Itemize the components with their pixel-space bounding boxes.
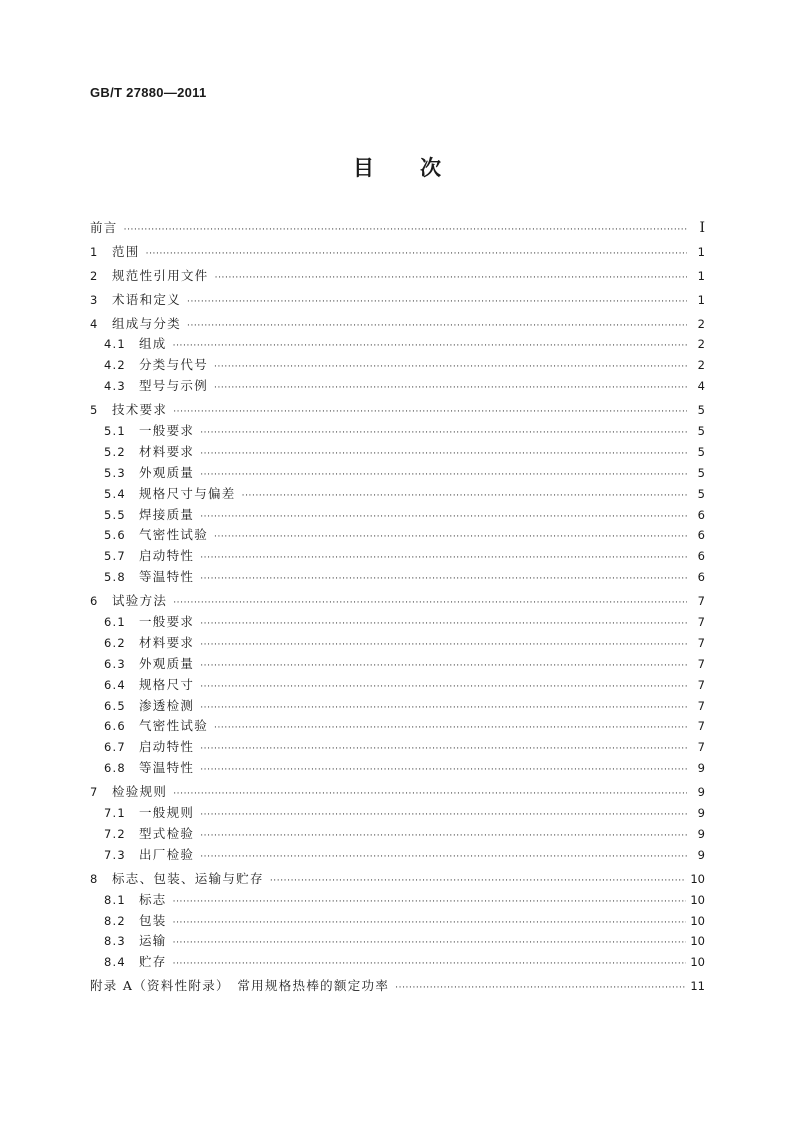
toc-entry-number: 5.3 (104, 465, 126, 480)
standard-code: GB/T 27880—2011 (90, 85, 207, 100)
toc-entry-title: 一般要求 (139, 614, 195, 630)
toc-entry-number: 8.4 (104, 955, 126, 970)
toc-entry-title: 技术要求 (112, 402, 168, 418)
toc-leader-dots (200, 512, 687, 522)
toc-leader-dots (173, 341, 687, 351)
toc-entry[interactable] (90, 696, 705, 717)
toc-entry-page: 10 (690, 892, 705, 907)
toc-leader-dots (173, 789, 687, 799)
toc-entry-number: 7.2 (104, 826, 126, 841)
toc-entry-number: 6.7 (104, 740, 126, 755)
toc-entry-number: 5.4 (104, 486, 126, 501)
toc-entry-title: 材料要求 (139, 443, 195, 459)
toc-leader-dots (200, 619, 687, 629)
toc-entry-number: 7.1 (104, 806, 126, 821)
title-char-2: 次 (420, 156, 441, 180)
toc-entry-title: 等温特性 (139, 569, 195, 585)
toc-entry-page: 1 (697, 268, 705, 283)
toc-leader-dots (173, 918, 687, 928)
toc-entry[interactable] (90, 334, 705, 355)
toc-entry-page: 7 (697, 719, 705, 734)
toc-leader-dots (200, 703, 687, 713)
toc-entry-number: 6.2 (104, 635, 126, 650)
toc-leader-dots (200, 661, 687, 671)
toc-entry-number: 5.1 (104, 424, 126, 439)
toc-entry[interactable] (90, 463, 705, 484)
toc-entry-page: 5 (697, 403, 705, 418)
toc-entry-number: 8.3 (104, 934, 126, 949)
toc-entry-page: 7 (697, 635, 705, 650)
toc-entry-title: 试验方法 (112, 593, 168, 609)
toc-entry-page: 5 (697, 444, 705, 459)
toc-entry[interactable] (90, 675, 705, 696)
toc-entry[interactable] (90, 931, 705, 952)
toc-entry-page: 7 (697, 740, 705, 755)
toc-entry-number: 4.1 (104, 337, 126, 352)
toc-entry-title: 标志、包装、运输与贮存 (112, 870, 264, 886)
toc-leader-dots (124, 225, 687, 235)
toc-entry-number: 7 (90, 785, 98, 800)
toc-entry[interactable] (90, 782, 705, 803)
toc-entry-title: 一般规则 (139, 805, 195, 821)
toc-entry-number: 5.5 (104, 507, 126, 522)
toc-entry-title: 启动特性 (139, 739, 195, 755)
toc-entry[interactable] (90, 546, 705, 567)
toc-leader-dots (200, 553, 687, 563)
toc-entry-number: 1 (90, 244, 98, 259)
toc-entry-page: 9 (697, 785, 705, 800)
page-title (0, 152, 794, 182)
toc-entry-title: 运输 (139, 933, 167, 949)
toc-entry-title: 附录 A（资料性附录） 常用规格热棒的额定功率 (90, 978, 390, 994)
toc-entry[interactable] (90, 803, 705, 824)
toc-entry-title: 出厂检验 (139, 846, 195, 862)
toc-leader-dots (395, 983, 686, 993)
toc-entry[interactable] (90, 911, 705, 932)
toc-leader-dots (200, 640, 687, 650)
toc-entry-page: 6 (697, 570, 705, 585)
toc-leader-dots (173, 407, 687, 417)
toc-entry-number: 8.2 (104, 913, 126, 928)
toc-entry-title: 标志 (139, 891, 167, 907)
toc-entry-page: 7 (697, 677, 705, 692)
toc-entry-page: 10 (690, 934, 705, 949)
toc-entry-number: 4.3 (104, 379, 126, 394)
toc-entry-page: 9 (697, 806, 705, 821)
toc-entry[interactable] (90, 400, 705, 421)
toc-entry-title: 组成 (139, 336, 167, 352)
toc-entry-number: 4 (90, 316, 98, 331)
toc-entry-title: 材料要求 (139, 634, 195, 650)
toc-entry-number: 8 (90, 871, 98, 886)
toc-entry-page: 1 (697, 292, 705, 307)
toc-entry-page: 7 (697, 698, 705, 713)
toc-leader-dots (146, 249, 687, 259)
toc-entry[interactable] (90, 612, 705, 633)
toc-entry-page: 5 (697, 424, 705, 439)
toc-entry-title: 规格尺寸 (139, 676, 195, 692)
toc-entry-page: 9 (697, 826, 705, 841)
toc-entry[interactable] (90, 869, 705, 890)
toc-entry[interactable] (90, 716, 705, 737)
toc-entry-title: 等温特性 (139, 760, 195, 776)
toc-entry-number: 6.8 (104, 761, 126, 776)
toc-entry-title: 贮存 (139, 954, 167, 970)
toc-entry[interactable] (90, 314, 705, 335)
toc-entry-title: 气密性试验 (139, 527, 209, 543)
toc-entry[interactable] (90, 737, 705, 758)
toc-leader-dots (173, 897, 687, 907)
toc-leader-dots (200, 449, 687, 459)
table-of-contents (90, 215, 705, 997)
toc-entry-title: 气密性试验 (139, 718, 209, 734)
toc-entry-title: 外观质量 (139, 464, 195, 480)
toc-entry-number: 5.6 (104, 528, 126, 543)
toc-entry-page: 5 (697, 486, 705, 501)
toc-entry-number: 5 (90, 403, 98, 418)
toc-entry[interactable] (90, 525, 705, 546)
toc-entry-page: 7 (697, 656, 705, 671)
toc-leader-dots (215, 273, 687, 283)
toc-entry[interactable] (90, 376, 705, 397)
toc-leader-dots (214, 362, 687, 372)
toc-entry-page: 4 (697, 379, 705, 394)
toc-entry-number: 6.3 (104, 656, 126, 671)
toc-leader-dots (173, 938, 687, 948)
toc-leader-dots (187, 321, 687, 331)
toc-leader-dots (200, 852, 687, 862)
toc-entry[interactable] (90, 290, 705, 311)
toc-entry[interactable] (90, 355, 705, 376)
toc-leader-dots (173, 598, 687, 608)
toc-leader-dots (200, 682, 687, 692)
toc-leader-dots (270, 876, 687, 886)
toc-entry-title: 术语和定义 (112, 291, 182, 307)
toc-entry-page: 1 (697, 244, 705, 259)
toc-entry[interactable] (90, 654, 705, 675)
toc-entry-number: 4.2 (104, 358, 126, 373)
toc-entry[interactable] (90, 633, 705, 654)
toc-entry-number: 7.3 (104, 847, 126, 862)
toc-entry-number: 8.1 (104, 892, 126, 907)
toc-entry-page: 9 (697, 847, 705, 862)
toc-leader-dots (200, 744, 687, 754)
toc-entry[interactable] (90, 952, 705, 973)
toc-entry[interactable] (90, 242, 705, 263)
toc-entry-number: 2 (90, 268, 98, 283)
toc-entry-title: 启动特性 (139, 548, 195, 564)
toc-entry-title: 组成与分类 (112, 315, 182, 331)
toc-entry-title: 范围 (112, 243, 140, 259)
toc-entry[interactable] (90, 218, 705, 239)
toc-entry[interactable] (90, 421, 705, 442)
toc-entry-page: 6 (697, 528, 705, 543)
toc-entry-page: 10 (690, 955, 705, 970)
toc-entry-number: 6 (90, 594, 98, 609)
toc-entry-page: 2 (697, 337, 705, 352)
toc-entry-page: I (699, 220, 705, 236)
toc-entry[interactable] (90, 442, 705, 463)
toc-entry-page: 10 (690, 913, 705, 928)
toc-entry[interactable] (90, 505, 705, 526)
toc-entry-page: 11 (690, 979, 705, 994)
toc-entry-page: 9 (697, 761, 705, 776)
toc-entry-number: 6.4 (104, 677, 126, 692)
toc-leader-dots (242, 491, 687, 501)
toc-entry-title: 型号与示例 (139, 378, 209, 394)
toc-entry-number: 5.7 (104, 549, 126, 564)
toc-entry[interactable] (90, 266, 705, 287)
toc-leader-dots (200, 470, 687, 480)
toc-entry-page: 6 (697, 549, 705, 564)
toc-leader-dots (187, 297, 687, 307)
toc-entry-title: 外观质量 (139, 655, 195, 671)
toc-entry-number: 5.8 (104, 570, 126, 585)
toc-leader-dots (200, 765, 687, 775)
toc-leader-dots (200, 428, 687, 438)
toc-entry[interactable] (90, 824, 705, 845)
toc-entry-number: 6.5 (104, 698, 126, 713)
toc-entry-page: 7 (697, 615, 705, 630)
toc-entry-title: 规格尺寸与偏差 (139, 485, 236, 501)
title-char-1: 目 (353, 156, 374, 180)
toc-entry-page: 7 (697, 594, 705, 609)
toc-entry-title: 一般要求 (139, 423, 195, 439)
toc-leader-dots (200, 831, 687, 841)
toc-leader-dots (200, 574, 687, 584)
toc-entry-page: 5 (697, 465, 705, 480)
toc-entry-title: 规范性引用文件 (112, 267, 209, 283)
toc-leader-dots (214, 532, 687, 542)
toc-leader-dots (214, 383, 687, 393)
toc-entry-title: 包装 (139, 912, 167, 928)
toc-leader-dots (214, 723, 687, 733)
toc-entry-page: 10 (690, 871, 705, 886)
toc-entry-title: 分类与代号 (139, 357, 209, 373)
toc-entry-page: 2 (697, 316, 705, 331)
toc-entry-number: 6.1 (104, 615, 126, 630)
toc-entry[interactable] (90, 591, 705, 612)
toc-entry-number: 5.2 (104, 444, 126, 459)
toc-entry[interactable] (90, 484, 705, 505)
toc-entry-title: 检验规则 (112, 784, 168, 800)
toc-leader-dots (200, 810, 687, 820)
toc-entry-title: 前言 (90, 220, 118, 235)
toc-entry[interactable] (90, 976, 705, 997)
toc-entry-page: 6 (697, 507, 705, 522)
toc-entry-number: 3 (90, 292, 98, 307)
toc-entry[interactable] (90, 758, 705, 779)
toc-entry-page: 2 (697, 358, 705, 373)
toc-entry[interactable] (90, 567, 705, 588)
toc-entry-title: 型式检验 (139, 825, 195, 841)
toc-entry-title: 渗透检测 (139, 697, 195, 713)
toc-entry-number: 6.6 (104, 719, 126, 734)
toc-entry[interactable] (90, 845, 705, 866)
toc-entry[interactable] (90, 890, 705, 911)
toc-leader-dots (173, 959, 687, 969)
toc-entry-title: 焊接质量 (139, 506, 195, 522)
